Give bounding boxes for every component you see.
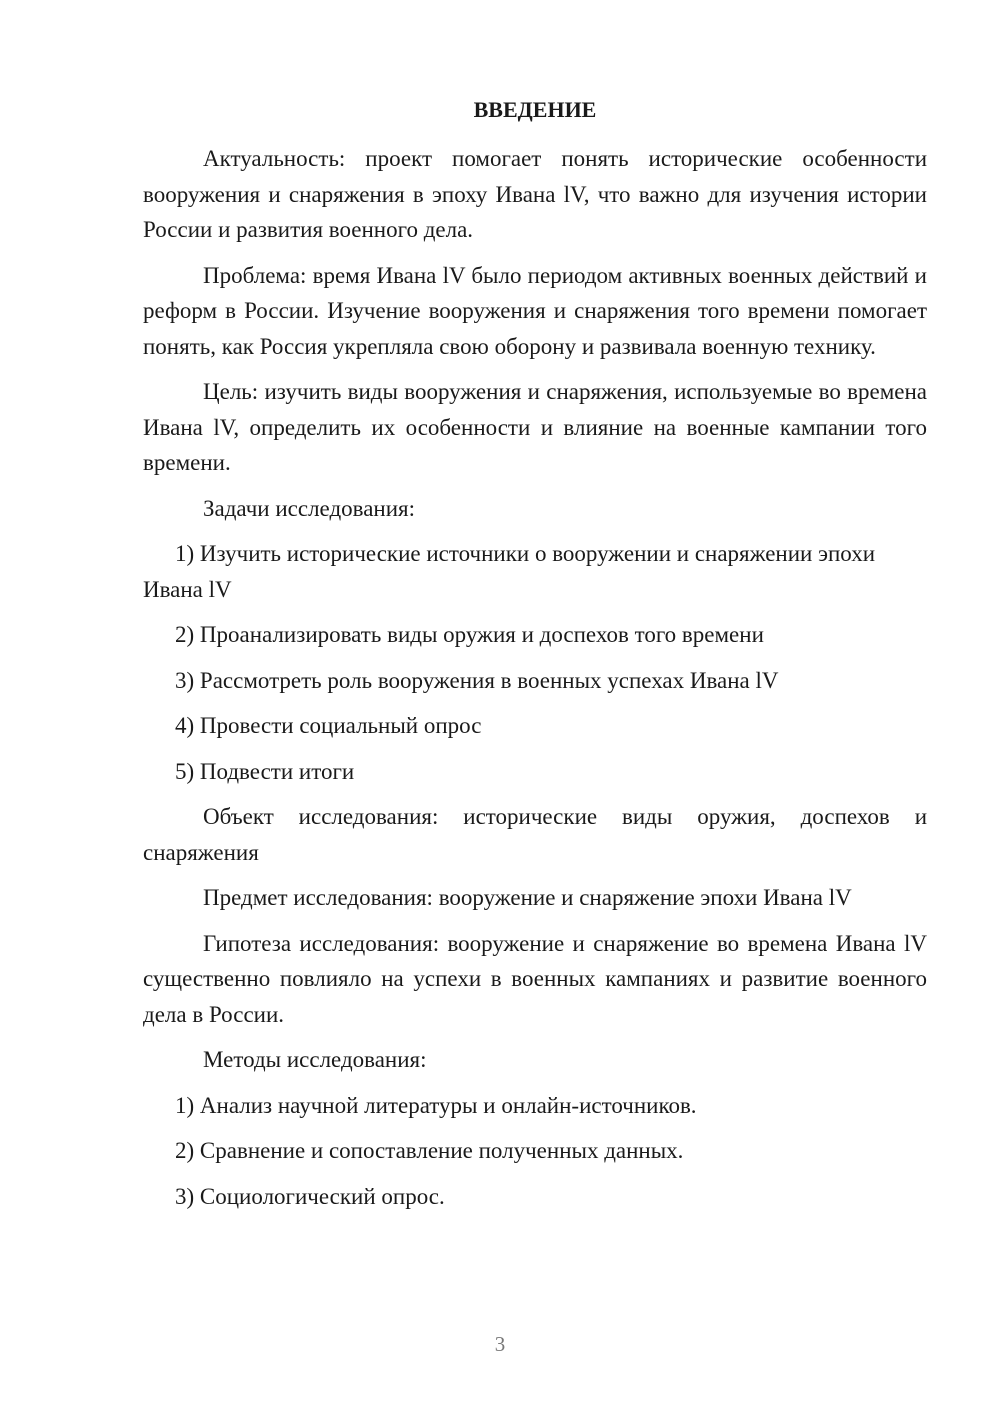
object-paragraph: Объект исследования: исторические виды оружия, доспехов и снаряжения bbox=[143, 804, 927, 865]
task-item: 2) Проанализировать виды оружия и доспехов того времени bbox=[175, 622, 764, 647]
relevance-paragraph: Актуальность: проект помогает понять исторические особенности вооружения и снаряжения в эпоху Ивана lV, что важно для изучения истории России и развития военного дела. bbox=[143, 146, 927, 242]
problem-paragraph: Проблема: время Ивана lV было периодом активных военных действий и реформ в России. Изучение вооружения и снаряжения того времени помогает понять, как Россия укрепляла свою оборону и развивала военную технику. bbox=[143, 262, 927, 359]
task-item: 1) Изучить исторические источники о вооружении и снаряжении эпохи Ивана lV bbox=[143, 541, 876, 602]
goal-paragraph: Цель: изучить виды вооружения и снаряжения, используемые во времена Ивана lV, определить их особенности и влияние на военные кампании того времени. bbox=[143, 379, 927, 475]
method-item: 1) Анализ научной литературы и онлайн-источников. bbox=[175, 1092, 697, 1118]
task-item: 3) Рассмотреть роль вооружения в военных успехах Ивана lV bbox=[175, 667, 779, 693]
method-item: 2) Сравнение и сопоставление полученных данных. bbox=[175, 1138, 684, 1163]
method-item: 3) Социологический опрос. bbox=[175, 1183, 445, 1209]
methods-title: Методы исследования: bbox=[203, 1047, 427, 1072]
task-item: 4) Провести социальный опрос bbox=[175, 713, 482, 738]
subject-paragraph: Предмет исследования: вооружение и снаряжение эпохи Ивана lV bbox=[203, 885, 852, 910]
page-number: 3 bbox=[494, 1332, 506, 1356]
page-content bbox=[143, 92, 927, 1224]
task-item: 5) Подвести итоги bbox=[175, 758, 355, 784]
section-heading: ВВЕДЕНИЕ bbox=[473, 97, 597, 122]
tasks-title: Задачи исследования: bbox=[203, 495, 416, 521]
hypothesis-paragraph: Гипотеза исследования: вооружение и снаряжение во времена Ивана lV существенно повлияло на успехи в военных кампаниях и развитие военного дела в России. bbox=[143, 930, 927, 1027]
